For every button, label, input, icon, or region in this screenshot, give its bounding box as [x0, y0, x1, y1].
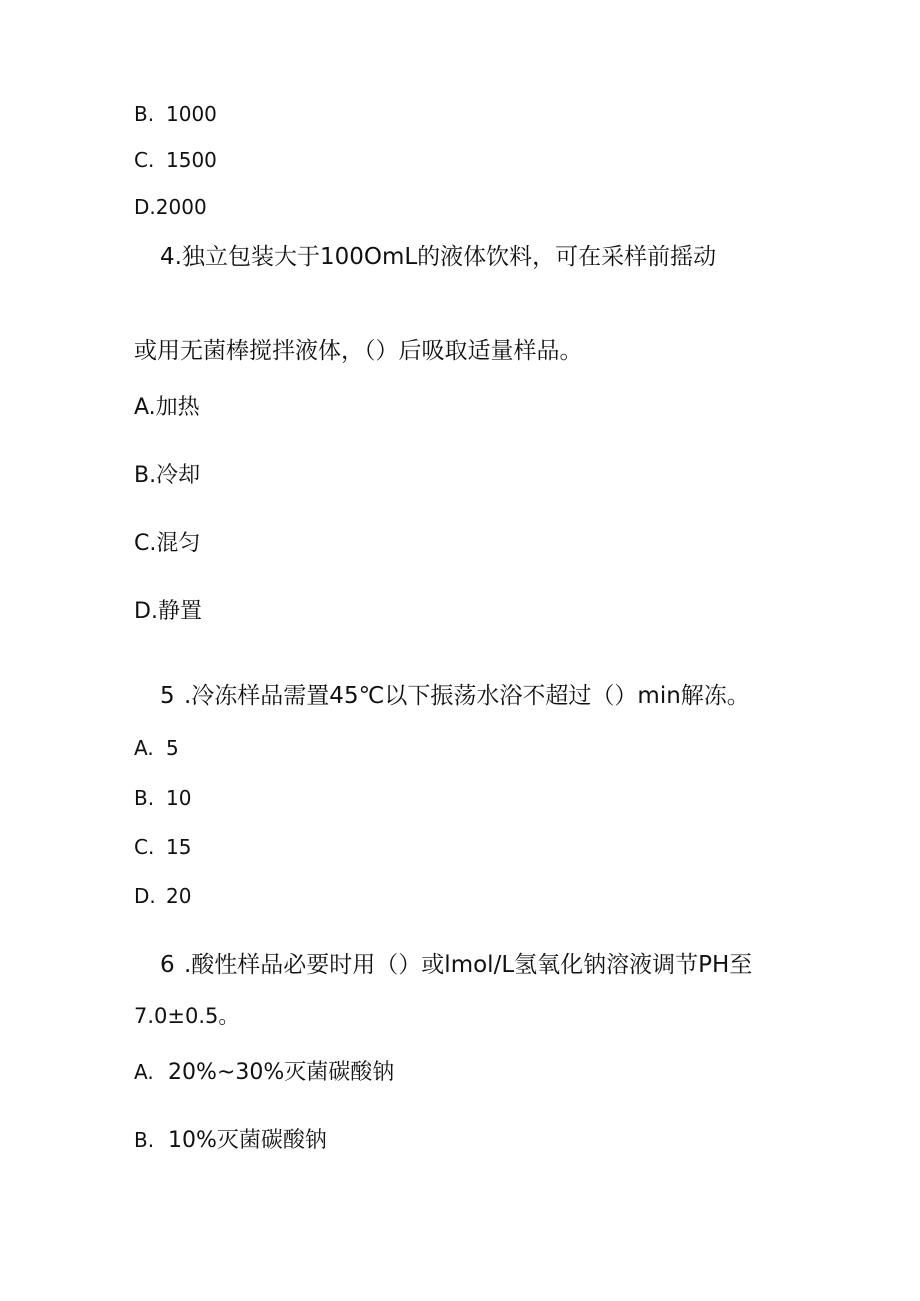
q5-option-d-text: 20	[166, 884, 192, 908]
q5-option-a-label: A.	[134, 736, 154, 760]
q4-option-b	[134, 462, 200, 490]
q5-option-a-text: 5	[166, 736, 179, 760]
q3-option-c-label: C.	[134, 148, 155, 172]
q5-option-c-text: 15	[166, 835, 192, 859]
q4-option-a-label: A.	[134, 395, 156, 420]
q3-option-c-text: 1500	[166, 148, 217, 172]
q3-option-b-label: B.	[134, 102, 155, 126]
q4-option-a	[134, 394, 200, 422]
q4-option-d-label: D.	[134, 599, 158, 624]
q5-number: 5	[160, 683, 175, 709]
q6-option-a-text: 20%~30%灭菌碳酸钠	[168, 1060, 395, 1085]
q3-option-d-text: 2000	[155, 195, 207, 219]
q3-option-d-label: D.	[134, 195, 156, 219]
q3-option-b-text: 1000	[166, 102, 217, 126]
q3-option-c	[134, 148, 217, 172]
q4-option-c	[134, 530, 200, 558]
q6-option-a-label: A.	[134, 1060, 154, 1084]
q6-option-b-text: 10%灭菌碳酸钠	[168, 1128, 327, 1153]
q6-text: .酸性样品必要时用（）或lmol/L氢氧化钠溶液调节PH至	[184, 952, 753, 978]
q4-option-d	[134, 598, 202, 626]
q6-option-b-label: B.	[134, 1128, 155, 1152]
q4-stem-line1: 4.独立包装大于100OmL的液体饮料，可在采样前摇动	[160, 244, 717, 270]
q5-text: .冷冻样品需置45℃以下振荡水浴不超过（）min解冻。	[184, 683, 750, 709]
q3-option-b	[134, 102, 217, 126]
q6-stem-line2: 7.0±0.5。	[134, 1004, 240, 1028]
q4-option-c-label: C.	[134, 531, 157, 556]
q6-stem-line1	[160, 950, 752, 980]
q5-option-c	[134, 835, 191, 859]
q5-option-d-label: D.	[134, 884, 156, 908]
q4-option-a-text: 加热	[155, 395, 200, 420]
q4-option-d-text: 静置	[157, 599, 202, 624]
q5-option-c-label: C.	[134, 835, 155, 859]
q5-stem	[160, 681, 750, 711]
q5-option-b-text: 10	[166, 786, 192, 810]
q6-option-b	[134, 1126, 327, 1155]
q5-option-b-label: B.	[134, 786, 155, 810]
q3-option-d	[134, 195, 207, 219]
q5-option-d	[134, 884, 191, 908]
q4-option-b-text: 冷却	[156, 463, 201, 488]
q6-number: 6	[160, 952, 175, 978]
q4-option-c-text: 混匀	[156, 531, 201, 556]
q6-option-a	[134, 1058, 394, 1087]
q5-option-a	[134, 736, 179, 760]
q4-stem-line2: 或用无菌棒搅拌液体，（）后吸取适量样品。	[134, 338, 583, 364]
q4-option-b-label: B.	[134, 463, 157, 488]
q5-option-b	[134, 786, 191, 810]
